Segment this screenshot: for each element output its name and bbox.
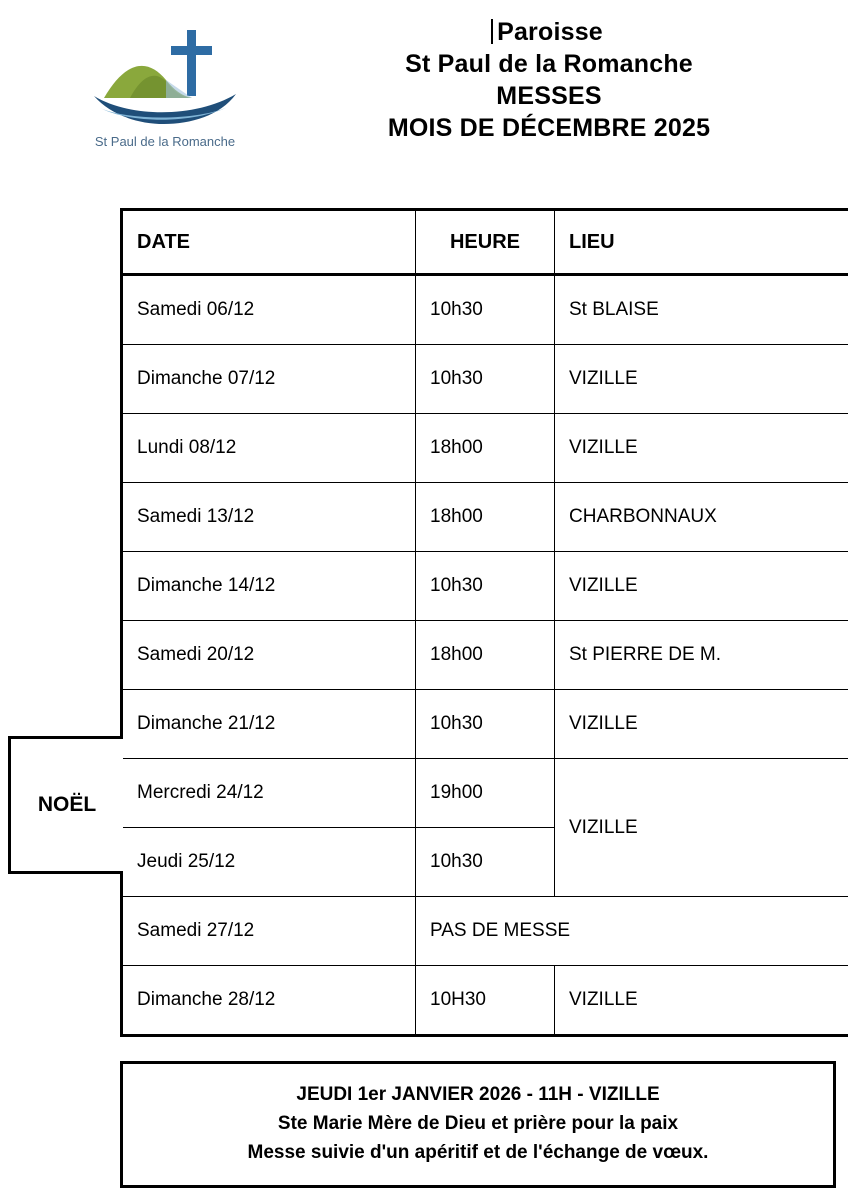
cross-and-hills-icon (70, 24, 260, 134)
cell-heure: 18h00 (416, 414, 555, 483)
cell-heure: 19h00 (416, 759, 555, 828)
table-row-noel-24 (122, 759, 848, 828)
table-row (122, 414, 848, 483)
table-row (122, 345, 848, 414)
mass-schedule-table (120, 208, 848, 1037)
cell-heure: 10h30 (416, 690, 555, 759)
cell-heure: 10H30 (416, 966, 555, 1036)
cell-lieu: St BLAISE (555, 275, 848, 345)
page-title (300, 10, 818, 144)
table-row (122, 621, 848, 690)
cell-date: Samedi 06/12 (122, 275, 416, 345)
cell-heure: 10h30 (416, 552, 555, 621)
cell-date: Samedi 27/12 (122, 897, 416, 966)
column-header-date: DATE (122, 210, 416, 275)
title-line-2: St Paul de la Romanche (405, 50, 693, 78)
cell-lieu: St PIERRE DE M. (555, 621, 848, 690)
cell-lieu: CHARBONNAUX (555, 483, 848, 552)
footer-notice (120, 1061, 836, 1188)
title-text-1: Paroisse (497, 18, 603, 46)
cell-no-mass: PAS DE MESSE (416, 897, 848, 966)
cell-date: Lundi 08/12 (122, 414, 416, 483)
noel-label-box (8, 736, 123, 874)
cell-date: Dimanche 07/12 (122, 345, 416, 414)
column-header-heure: HEURE (416, 210, 555, 275)
table-row (122, 275, 848, 345)
noel-label: NOËL (37, 793, 97, 816)
cell-date: Dimanche 28/12 (122, 966, 416, 1036)
table-row (122, 897, 848, 966)
cell-date: Jeudi 25/12 (122, 828, 416, 897)
cell-date: Samedi 20/12 (122, 621, 416, 690)
document-header (0, 0, 848, 180)
schedule-sheet (0, 208, 848, 1037)
parish-logo (30, 10, 300, 149)
cell-heure: 18h00 (416, 621, 555, 690)
cell-heure: 18h00 (416, 483, 555, 552)
notice-line-3: Messe suivie d'un apéritif et de l'échange de vœux. (247, 1142, 709, 1163)
cell-date: Mercredi 24/12 (122, 759, 416, 828)
cell-lieu: VIZILLE (555, 414, 848, 483)
table-row (122, 483, 848, 552)
cell-heure: 10h30 (416, 275, 555, 345)
title-line-4: MOIS DE DÉCEMBRE 2025 (387, 114, 711, 142)
cell-lieu: VIZILLE (555, 552, 848, 621)
table-row (122, 690, 848, 759)
cell-lieu: VIZILLE (555, 345, 848, 414)
title-line-3: MESSES (496, 82, 602, 110)
cell-heure: 10h30 (416, 828, 555, 897)
table-row (122, 966, 848, 1036)
title-line-1 (495, 16, 603, 48)
cell-date: Dimanche 14/12 (122, 552, 416, 621)
notice-line-1: JEUDI 1er JANVIER 2026 - 11H - VIZILLE (296, 1084, 660, 1105)
cell-lieu-noel: VIZILLE (555, 759, 848, 897)
column-header-lieu: LIEU (555, 210, 848, 275)
text-caret (491, 19, 493, 44)
cell-lieu: VIZILLE (555, 966, 848, 1036)
cell-date: Dimanche 21/12 (122, 690, 416, 759)
cell-date: Samedi 13/12 (122, 483, 416, 552)
table-header-row (122, 210, 848, 275)
table-row (122, 552, 848, 621)
cell-lieu: VIZILLE (555, 690, 848, 759)
notice-line-2: Ste Marie Mère de Dieu et prière pour la paix (277, 1113, 679, 1134)
cell-heure: 10h30 (416, 345, 555, 414)
logo-caption: St Paul de la Romanche (94, 134, 236, 149)
